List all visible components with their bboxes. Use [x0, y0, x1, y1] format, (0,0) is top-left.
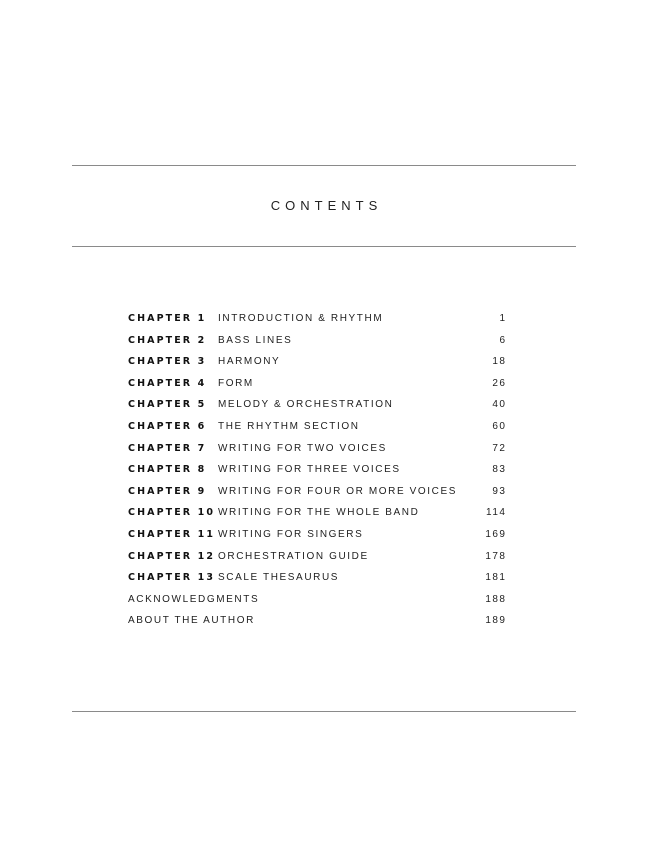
toc-entry[interactable]	[128, 571, 505, 593]
toc-page-number: 72	[492, 442, 507, 454]
toc-entry[interactable]	[128, 442, 505, 464]
toc-chapter-title: SCALE THESAURUS	[218, 572, 340, 584]
title-divider	[72, 246, 576, 247]
toc-entry[interactable]	[128, 485, 505, 507]
toc-entry[interactable]	[128, 334, 505, 356]
toc-chapter-title: WRITING FOR THREE VOICES	[218, 464, 401, 476]
toc-chapter-label: CHAPTER 7	[128, 442, 207, 454]
toc-chapter-label: CHAPTER 13	[128, 572, 216, 584]
toc-chapter-label: CHAPTER 1	[128, 313, 207, 324]
toc-page-number: 178	[485, 550, 507, 562]
toc-chapter-label: CHAPTER 8	[128, 464, 207, 476]
toc-page-number: 189	[485, 615, 507, 627]
toc-entry[interactable]	[128, 463, 505, 485]
toc-chapter-label: CHAPTER 10	[128, 507, 216, 519]
toc-page-number: 114	[486, 507, 507, 519]
toc-chapter-label: CHAPTER 11	[128, 528, 216, 540]
toc-back-matter-title: ABOUT THE AUTHOR	[128, 615, 255, 627]
toc-chapter-title: HARMONY	[218, 356, 281, 368]
bottom-divider	[72, 711, 576, 712]
toc-page-number: 169	[485, 528, 507, 540]
toc-chapter-label: CHAPTER 6	[128, 420, 207, 432]
toc-page-number: 26	[492, 377, 507, 389]
toc-chapter-label: CHAPTER 2	[128, 334, 207, 346]
page-title: CONTENTS	[270, 198, 383, 213]
toc-back-matter-entry[interactable]	[128, 614, 505, 636]
toc-chapter-title: WRITING FOR SINGERS	[218, 528, 364, 540]
toc-back-matter-entry[interactable]	[128, 593, 505, 615]
top-divider	[72, 165, 576, 166]
toc-chapter-title: THE RHYTHM SECTION	[218, 420, 360, 432]
toc-page-number: 188	[485, 593, 507, 605]
toc-chapter-label: CHAPTER 9	[128, 485, 207, 497]
table-of-contents	[128, 312, 505, 636]
toc-chapter-label: CHAPTER 5	[128, 399, 207, 411]
toc-chapter-title: INTRODUCTION & RHYTHM	[218, 313, 384, 324]
toc-chapter-title: BASS LINES	[218, 334, 293, 346]
toc-entry[interactable]	[128, 506, 505, 528]
toc-page-number: 83	[492, 464, 507, 476]
toc-entry[interactable]	[128, 398, 505, 420]
toc-chapter-title: WRITING FOR FOUR OR MORE VOICES	[218, 485, 458, 497]
toc-entry[interactable]	[128, 355, 505, 377]
toc-entry[interactable]	[128, 377, 505, 399]
toc-chapter-title: ORCHESTRATION GUIDE	[218, 550, 369, 562]
toc-entry[interactable]	[128, 550, 505, 572]
toc-chapter-title: WRITING FOR THE WHOLE BAND	[218, 507, 420, 519]
toc-page-number: 1	[499, 313, 507, 324]
toc-chapter-title: FORM	[218, 377, 254, 389]
toc-chapter-title: MELODY & ORCHESTRATION	[218, 399, 394, 411]
toc-back-matter-title: ACKNOWLEDGMENTS	[128, 593, 260, 605]
toc-page-number: 60	[492, 420, 507, 432]
toc-page-number: 6	[499, 334, 507, 346]
toc-chapter-label: CHAPTER 3	[128, 356, 207, 368]
toc-entry[interactable]	[128, 312, 505, 334]
toc-page-number: 93	[492, 485, 507, 497]
toc-entry[interactable]	[128, 420, 505, 442]
toc-page-number: 40	[492, 399, 507, 411]
toc-chapter-label: CHAPTER 4	[128, 377, 207, 389]
toc-page-number: 18	[492, 356, 507, 368]
toc-entry[interactable]	[128, 528, 505, 550]
toc-chapter-title: WRITING FOR TWO VOICES	[218, 442, 387, 454]
toc-chapter-label: CHAPTER 12	[128, 550, 216, 562]
toc-page-number: 181	[485, 572, 507, 584]
